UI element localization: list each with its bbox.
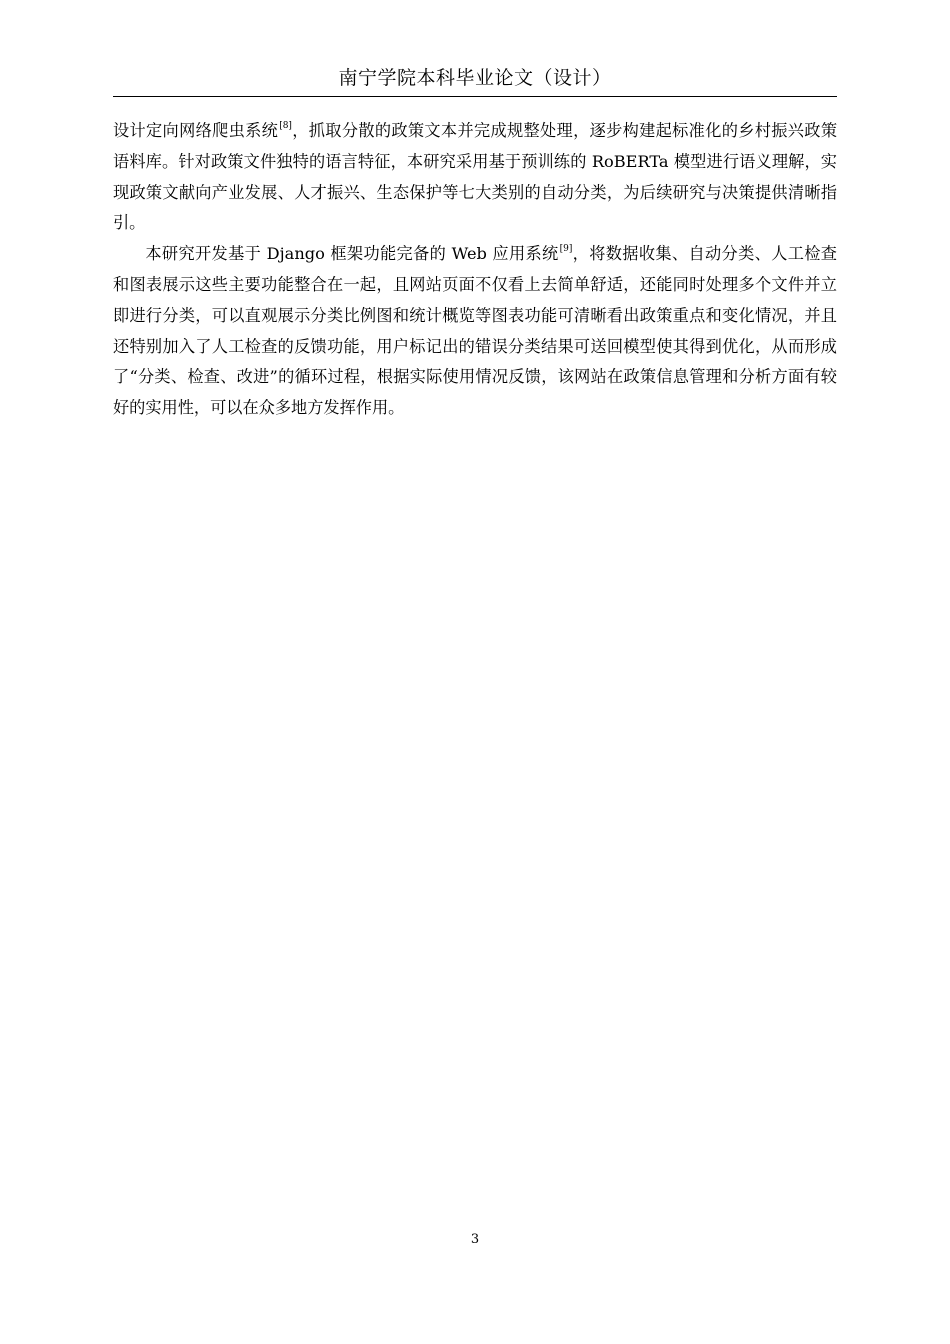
paragraph-1-text-a: 设计定向网络爬虫系统 [113,121,279,140]
page-number: 3 [470,1232,480,1247]
paragraph-2-text-a: 本研究开发基于 Django 框架功能完备的 Web 应用系统 [145,244,559,264]
header-rule [113,96,837,97]
paragraph-2-text-b: ，将数据收集、自动分类、人工检查和图表展示这些主要功能整合在一起，且网站页面不仅看上去简单舒适，还能同时处理多个文件并立即进行分类，可以直观展示分类比例图和统计概览等图表功能可清晰看出政策重点和变化情况，并且还特别加入了人工检查的反馈功能，用户标记出的错误分类结果可送回模型使其得到优化，从而形成了“分类、检查、改进”的循环过程，根据实际使用情况反馈，该网站在政策信息管理和分析方面有较好的实用性，可以在众多地方发挥作用。 [113,244,837,418]
citation-8: [8] [279,121,292,131]
paragraph-2 [113,239,837,424]
paragraph-1 [113,116,837,239]
paragraph-1-text-b: ，抓取分散的政策文本并完成规整处理，逐步构建起标准化的乡村振兴政策语料库。针对政策文件独特的语言特征，本研究采用基于预训练的 RoBERTa 模型进行语义理解，实现政策文献向产业发展、人才振兴、生态保护等七大类别的自动分类，为后续研究与决策提供清晰指引。 [113,121,838,233]
running-header [113,66,837,90]
header-title: 南宁学院本科毕业论文（设计） [338,67,612,89]
citation-9: [9] [559,244,573,255]
body-text [113,116,837,424]
